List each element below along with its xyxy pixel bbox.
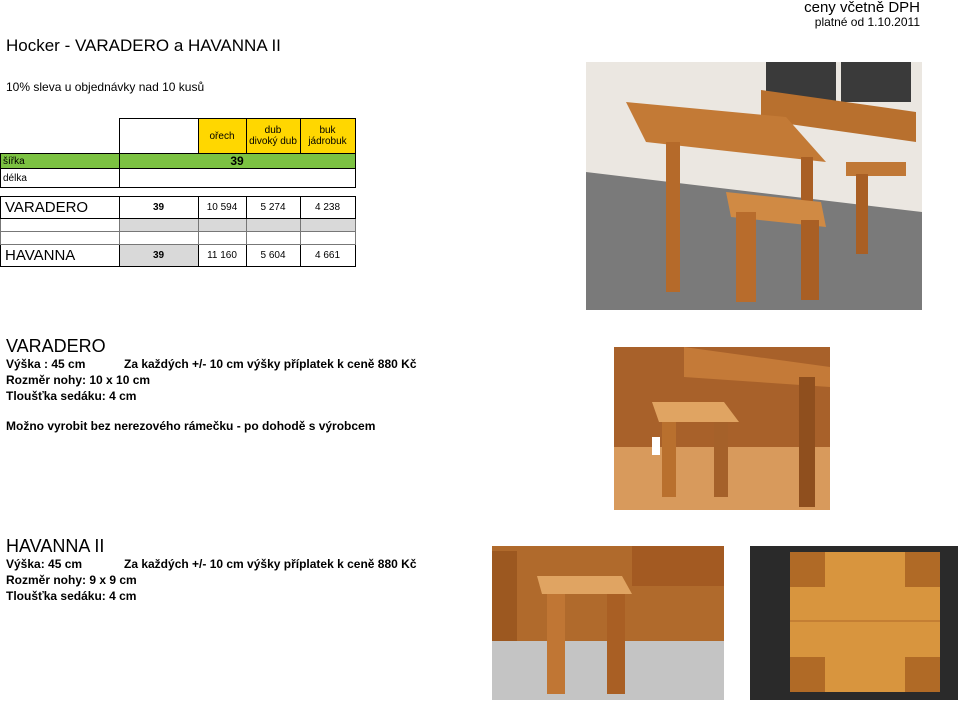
page-title: Hocker - VARADERO a HAVANNA II bbox=[6, 36, 281, 55]
varadero-stool-illustration bbox=[614, 347, 830, 510]
column-header-dub: dub divoký dub bbox=[246, 119, 300, 154]
width-value: 39 bbox=[119, 154, 355, 169]
length-label: délka bbox=[1, 169, 120, 188]
discount-note: 10% sleva u objednávky nad 10 kusů bbox=[6, 80, 205, 94]
price-cell: 5 604 bbox=[246, 245, 300, 267]
price-cell: 4 238 bbox=[300, 197, 355, 219]
havanna-section bbox=[6, 536, 417, 604]
price-cell: 5 274 bbox=[246, 197, 300, 219]
price-cell: 4 661 bbox=[300, 245, 355, 267]
price-table bbox=[0, 118, 356, 267]
column-header-orech: ořech bbox=[198, 119, 246, 154]
varadero-seat: Tloušťka sedáku: 4 cm bbox=[6, 389, 137, 403]
width-row bbox=[1, 154, 356, 169]
havanna-height-note: Za každých +/- 10 cm výšky příplatek k ceně 880 Kč bbox=[124, 557, 417, 571]
product-width: 39 bbox=[119, 197, 198, 219]
varadero-section bbox=[6, 336, 417, 434]
havanna-seat: Tloušťka sedáku: 4 cm bbox=[6, 589, 137, 603]
table-header-row bbox=[1, 119, 356, 154]
varadero-note: Možno vyrobit bez nerezového rámečku - po dohodě s výrobcem bbox=[6, 419, 376, 433]
product-width: 39 bbox=[119, 245, 198, 267]
dining-set-illustration bbox=[586, 62, 922, 310]
varadero-height: Výška : 45 cm bbox=[6, 357, 86, 371]
price-note bbox=[804, 0, 920, 30]
column-header-buk: buk jádrobuk bbox=[300, 119, 355, 154]
varadero-leg: Rozměr nohy: 10 x 10 cm bbox=[6, 373, 151, 387]
product-name: VARADERO bbox=[1, 197, 120, 219]
photo-dining-set bbox=[586, 62, 922, 310]
price-cell: 11 160 bbox=[198, 245, 246, 267]
seat-top-illustration bbox=[750, 546, 958, 700]
table-row bbox=[1, 197, 356, 219]
photo-havanna-stool bbox=[492, 546, 724, 700]
width-label: šířka bbox=[1, 154, 120, 169]
price-vat-label: ceny včetně DPH bbox=[804, 0, 920, 16]
table-row bbox=[1, 245, 356, 267]
havanna-stool-illustration bbox=[492, 546, 724, 700]
length-row bbox=[1, 169, 356, 188]
valid-from-label: platné od 1.10.2011 bbox=[814, 15, 920, 29]
photo-seat-top bbox=[750, 546, 958, 700]
product-name: HAVANNA bbox=[1, 245, 120, 267]
photo-varadero-stool bbox=[614, 347, 830, 510]
havanna-leg: Rozměr nohy: 9 x 9 cm bbox=[6, 573, 137, 587]
havanna-heading: HAVANNA II bbox=[6, 536, 105, 556]
havanna-height: Výška: 45 cm bbox=[6, 557, 83, 571]
varadero-heading: VARADERO bbox=[6, 336, 106, 356]
varadero-height-note: Za každých +/- 10 cm výšky příplatek k ceně 880 Kč bbox=[124, 357, 417, 371]
price-cell: 10 594 bbox=[198, 197, 246, 219]
